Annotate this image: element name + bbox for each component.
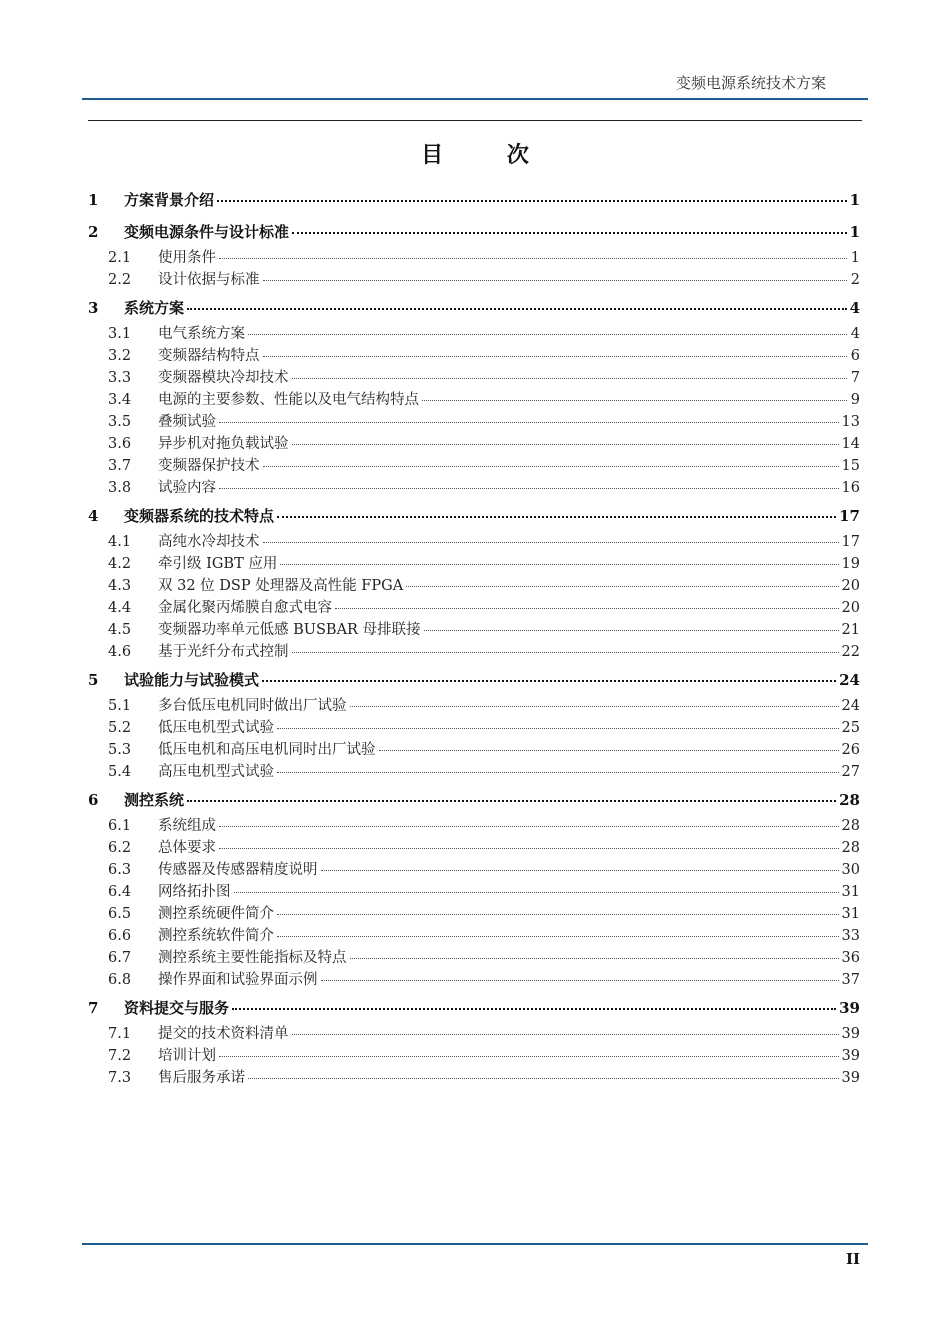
toc-subsection-number: 6.8 — [108, 972, 132, 988]
toc-section-label: 方案背景介绍 — [124, 191, 215, 209]
toc-subsection-number: 5.1 — [108, 698, 132, 714]
toc-subsection-label: 双 32 位 DSP 处理器及高性能 FPGA — [158, 578, 404, 594]
toc-dot-leader — [219, 1046, 839, 1057]
toc-subsection-number: 5.3 — [108, 742, 132, 758]
toc-subsection-label: 金属化聚丙烯膜自愈式电容 — [158, 600, 332, 616]
toc-subsection-entry[interactable] — [88, 947, 860, 969]
toc-subsection-label: 使用条件 — [158, 250, 216, 266]
toc-subsection-entry[interactable] — [88, 455, 860, 477]
toc-subsection-number: 4.4 — [108, 600, 132, 616]
toc-dot-leader — [219, 816, 839, 827]
toc-subsection-entry[interactable] — [88, 859, 860, 881]
toc-dot-leader — [422, 390, 847, 401]
toc-subsection-number: 2.1 — [108, 250, 132, 266]
toc-section-number: 5 — [88, 671, 99, 689]
document-header-title: 变频电源系统技术方案 — [675, 74, 826, 92]
toc-subsection-page: 39 — [841, 1048, 860, 1064]
toc-dot-leader — [263, 532, 839, 543]
toc-subsection-number: 2.2 — [108, 272, 132, 288]
toc-section-label: 变频电源条件与设计标准 — [124, 223, 290, 241]
toc-section-label: 资料提交与服务 — [124, 999, 230, 1017]
toc-subsection-page: 1 — [850, 250, 860, 266]
toc-subsection-entry[interactable] — [88, 925, 860, 947]
toc-subsection-number: 6.3 — [108, 862, 132, 878]
toc-subsection-page: 20 — [841, 600, 860, 616]
toc-dot-leader — [335, 598, 839, 609]
toc-dot-leader — [277, 718, 839, 729]
footer-rule — [82, 1243, 868, 1245]
toc-section-number: 6 — [88, 791, 99, 809]
toc-dot-leader — [262, 670, 836, 682]
toc-subsection-page: 13 — [841, 414, 860, 430]
toc-dot-leader — [292, 434, 839, 445]
toc-subsection-entry[interactable] — [88, 433, 860, 455]
toc-dot-leader — [248, 1068, 839, 1079]
toc-section-entry[interactable] — [88, 185, 860, 215]
toc-subsection-label: 异步机对拖负载试验 — [158, 436, 289, 452]
toc-dot-leader — [234, 882, 839, 893]
toc-dot-leader — [232, 998, 836, 1010]
toc-subsection-entry[interactable] — [88, 323, 860, 345]
toc-dot-leader — [277, 926, 839, 937]
toc-subsection-page: 14 — [841, 436, 860, 452]
toc-subsection-entry[interactable] — [88, 969, 860, 991]
toc-subsection-page: 36 — [841, 950, 860, 966]
toc-dot-leader — [292, 222, 847, 234]
toc-subsection-label: 低压电机型式试验 — [158, 720, 274, 736]
toc-subsection-number: 4.6 — [108, 644, 132, 660]
toc-subsection-label: 高压电机型式试验 — [158, 764, 274, 780]
toc-subsection-entry[interactable] — [88, 903, 860, 925]
toc-section-number: 1 — [88, 191, 99, 209]
toc-subsection-number: 3.1 — [108, 326, 132, 342]
toc-dot-leader — [187, 298, 847, 310]
toc-subsection-label: 变频器保护技术 — [158, 458, 260, 474]
toc-dot-leader — [321, 860, 839, 871]
toc-subsection-page: 19 — [841, 556, 860, 572]
toc-subsection-page: 28 — [841, 818, 860, 834]
toc-subsection-number: 4.3 — [108, 578, 132, 594]
toc-section-page: 24 — [839, 671, 860, 689]
toc-dot-leader — [263, 456, 839, 467]
toc-subsection-page: 27 — [841, 764, 860, 780]
toc-subsection-label: 培训计划 — [158, 1048, 216, 1064]
toc-section-page: 28 — [839, 791, 860, 809]
toc-section-entry[interactable] — [88, 293, 860, 323]
table-of-contents — [88, 185, 860, 1089]
toc-subsection-entry[interactable] — [88, 815, 860, 837]
toc-subsection-entry[interactable] — [88, 881, 860, 903]
toc-subsection-page: 33 — [841, 928, 860, 944]
toc-subsection-page: 37 — [841, 972, 860, 988]
toc-section-page: 1 — [849, 191, 860, 209]
toc-dot-leader — [277, 762, 839, 773]
toc-dot-leader — [263, 270, 848, 281]
toc-subsection-number: 7.2 — [108, 1048, 132, 1064]
toc-subsection-label: 变频器结构特点 — [158, 348, 260, 364]
toc-subsection-entry[interactable] — [88, 695, 860, 717]
toc-subsection-entry[interactable] — [88, 761, 860, 783]
toc-subsection-entry[interactable] — [88, 477, 860, 499]
toc-dot-leader — [219, 412, 839, 423]
toc-subsection-page: 16 — [841, 480, 860, 496]
toc-subsection-entry[interactable] — [88, 619, 860, 641]
toc-subsection-entry[interactable] — [88, 345, 860, 367]
toc-subsection-label: 牵引级 IGBT 应用 — [158, 556, 278, 572]
toc-subsection-number: 4.1 — [108, 534, 132, 550]
toc-subsection-label: 低压电机和高压电机同时出厂试验 — [158, 742, 376, 758]
toc-section-page: 17 — [839, 507, 860, 525]
toc-dot-leader — [219, 248, 847, 259]
toc-subsection-label: 传感器及传感器精度说明 — [158, 862, 318, 878]
toc-dot-leader — [187, 790, 836, 802]
toc-subsection-label: 叠频试验 — [158, 414, 216, 430]
toc-subsection-page: 39 — [841, 1070, 860, 1086]
toc-dot-leader — [219, 838, 839, 849]
toc-subsection-number: 3.7 — [108, 458, 132, 474]
toc-subsection-number: 3.2 — [108, 348, 132, 364]
toc-subsection-number: 6.4 — [108, 884, 132, 900]
toc-section-page: 1 — [849, 223, 860, 241]
toc-subsection-number: 4.2 — [108, 556, 132, 572]
toc-subsection-label: 提交的技术资料清单 — [158, 1026, 289, 1042]
toc-top-rule — [88, 120, 862, 121]
toc-subsection-entry[interactable] — [88, 411, 860, 433]
toc-dot-leader — [350, 948, 839, 959]
toc-section-number: 2 — [88, 223, 99, 241]
toc-subsection-label: 试验内容 — [158, 480, 216, 496]
toc-subsection-label: 设计依据与标准 — [158, 272, 260, 288]
toc-dot-leader — [424, 620, 839, 631]
toc-title: 目 次 — [421, 142, 557, 168]
toc-subsection-number: 7.1 — [108, 1026, 132, 1042]
toc-subsection-page: 9 — [850, 392, 860, 408]
toc-dot-leader — [277, 904, 839, 915]
toc-section-entry[interactable] — [88, 501, 860, 531]
toc-subsection-page: 20 — [841, 578, 860, 594]
toc-dot-leader — [219, 478, 839, 489]
toc-dot-leader — [263, 346, 848, 357]
toc-subsection-entry[interactable] — [88, 269, 860, 291]
toc-subsection-number: 3.4 — [108, 392, 132, 408]
toc-subsection-number: 6.2 — [108, 840, 132, 856]
toc-section-entry[interactable] — [88, 993, 860, 1023]
toc-subsection-label: 电源的主要参数、性能以及电气结构特点 — [158, 392, 419, 408]
toc-subsection-label: 测控系统软件简介 — [158, 928, 274, 944]
toc-section-entry[interactable] — [88, 665, 860, 695]
toc-dot-leader — [350, 696, 839, 707]
toc-section-page: 39 — [839, 999, 860, 1017]
toc-subsection-entry[interactable] — [88, 641, 860, 663]
toc-subsection-label: 总体要求 — [158, 840, 216, 856]
toc-subsection-number: 5.4 — [108, 764, 132, 780]
toc-section-label: 系统方案 — [124, 299, 185, 317]
toc-subsection-number: 6.6 — [108, 928, 132, 944]
toc-subsection-page: 31 — [841, 884, 860, 900]
toc-dot-leader — [379, 740, 839, 751]
toc-subsection-entry[interactable] — [88, 531, 860, 553]
toc-dot-leader — [406, 576, 838, 587]
toc-subsection-page: 15 — [841, 458, 860, 474]
toc-section-number: 3 — [88, 299, 99, 317]
toc-subsection-number: 7.3 — [108, 1070, 132, 1086]
toc-subsection-label: 网络拓扑图 — [158, 884, 231, 900]
toc-subsection-page: 2 — [850, 272, 860, 288]
toc-subsection-label: 基于光纤分布式控制 — [158, 644, 289, 660]
toc-subsection-entry[interactable] — [88, 389, 860, 411]
toc-subsection-page: 39 — [841, 1026, 860, 1042]
toc-subsection-number: 4.5 — [108, 622, 132, 638]
toc-subsection-page: 28 — [841, 840, 860, 856]
toc-dot-leader — [277, 506, 836, 518]
footer-page-number: II — [845, 1250, 860, 1268]
toc-subsection-label: 变频器模块冷却技术 — [158, 370, 289, 386]
toc-section-label: 变频器系统的技术特点 — [124, 507, 275, 525]
toc-subsection-page: 30 — [841, 862, 860, 878]
toc-subsection-entry[interactable] — [88, 739, 860, 761]
toc-dot-leader — [280, 554, 838, 565]
toc-section-number: 7 — [88, 999, 99, 1017]
toc-subsection-number: 5.2 — [108, 720, 132, 736]
toc-subsection-page: 25 — [841, 720, 860, 736]
toc-subsection-number: 3.8 — [108, 480, 132, 496]
toc-dot-leader — [217, 190, 847, 202]
toc-subsection-page: 21 — [841, 622, 860, 638]
toc-subsection-entry[interactable] — [88, 247, 860, 269]
toc-section-number: 4 — [88, 507, 99, 525]
toc-subsection-page: 31 — [841, 906, 860, 922]
toc-subsection-page: 4 — [850, 326, 860, 342]
header-rule — [82, 98, 868, 100]
toc-section-entry[interactable] — [88, 217, 860, 247]
toc-subsection-number: 3.5 — [108, 414, 132, 430]
toc-subsection-number: 6.7 — [108, 950, 132, 966]
toc-section-page: 4 — [849, 299, 860, 317]
toc-subsection-label: 测控系统主要性能指标及特点 — [158, 950, 347, 966]
toc-subsection-entry[interactable] — [88, 575, 860, 597]
toc-subsection-page: 17 — [841, 534, 860, 550]
toc-subsection-entry[interactable] — [88, 597, 860, 619]
toc-subsection-entry[interactable] — [88, 837, 860, 859]
toc-subsection-entry[interactable] — [88, 1045, 860, 1067]
toc-subsection-label: 测控系统硬件简介 — [158, 906, 274, 922]
toc-subsection-number: 6.5 — [108, 906, 132, 922]
toc-subsection-entry[interactable] — [88, 717, 860, 739]
toc-section-label: 测控系统 — [124, 791, 185, 809]
toc-subsection-label: 高纯水冷却技术 — [158, 534, 260, 550]
toc-section-entry[interactable] — [88, 785, 860, 815]
toc-subsection-page: 26 — [841, 742, 860, 758]
toc-subsection-page: 24 — [841, 698, 860, 714]
toc-dot-leader — [248, 324, 847, 335]
toc-subsection-number: 3.3 — [108, 370, 132, 386]
toc-subsection-label: 电气系统方案 — [158, 326, 245, 342]
toc-subsection-entry[interactable] — [88, 367, 860, 389]
toc-subsection-label: 系统组成 — [158, 818, 216, 834]
toc-subsection-label: 售后服务承诺 — [158, 1070, 245, 1086]
toc-section-label: 试验能力与试验模式 — [124, 671, 260, 689]
toc-dot-leader — [292, 368, 848, 379]
toc-dot-leader — [321, 970, 839, 981]
toc-subsection-label: 变频器功率单元低感 BUSBAR 母排联接 — [158, 622, 421, 638]
toc-subsection-page: 7 — [850, 370, 860, 386]
toc-subsection-label: 多台低压电机同时做出厂试验 — [158, 698, 347, 714]
toc-subsection-label: 操作界面和试验界面示例 — [158, 972, 318, 988]
toc-dot-leader — [292, 642, 839, 653]
toc-dot-leader — [292, 1024, 839, 1035]
toc-subsection-number: 6.1 — [108, 818, 132, 834]
toc-subsection-entry[interactable] — [88, 1067, 860, 1089]
toc-subsection-entry[interactable] — [88, 553, 860, 575]
toc-subsection-number: 3.6 — [108, 436, 132, 452]
toc-subsection-entry[interactable] — [88, 1023, 860, 1045]
toc-subsection-page: 6 — [850, 348, 860, 364]
toc-subsection-page: 22 — [841, 644, 860, 660]
